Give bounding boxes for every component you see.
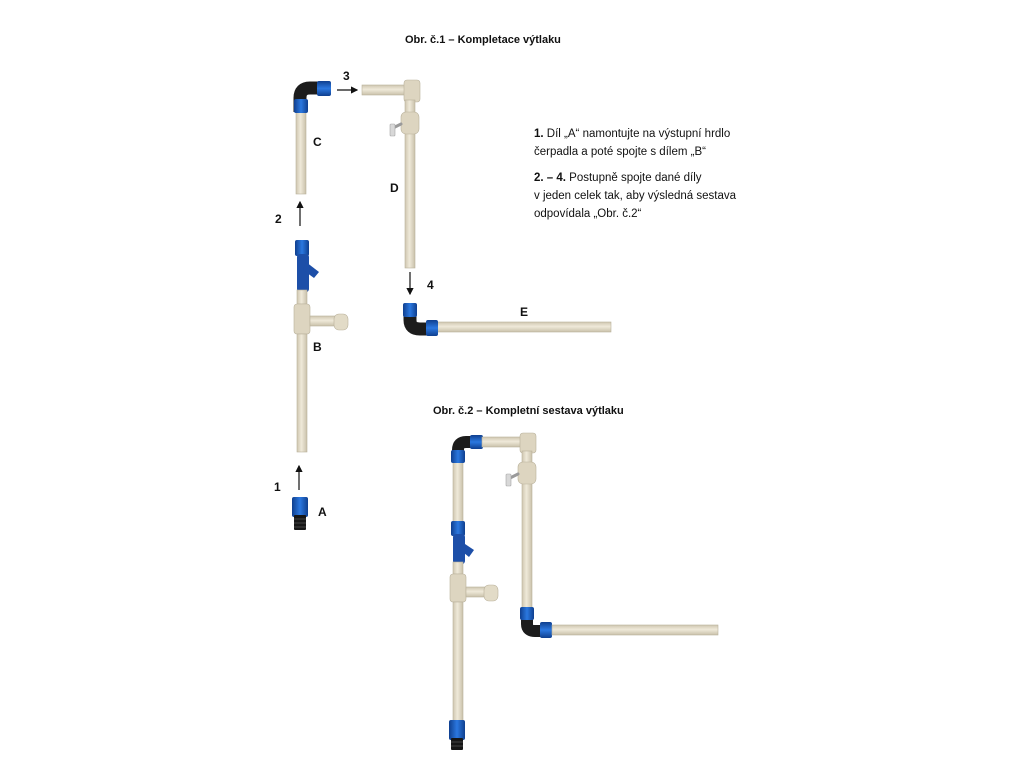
instruction-step-1: [534, 125, 730, 161]
label-step-4: 4: [427, 278, 434, 292]
instruction-step-2-line-3: odpovídala „Obr. č.2“: [534, 208, 642, 220]
label-step-2: 2: [275, 212, 282, 226]
figure2-title: Obr. č.2 – Kompletní sestava výtlaku: [433, 405, 624, 417]
label-part-c: C: [313, 135, 322, 149]
label-part-e: E: [520, 305, 529, 319]
label-step-3: 3: [343, 69, 350, 83]
instruction-step-1-text-1: Díl „A“ namontujte na výstupní hrdlo: [546, 128, 731, 140]
part-e-elbow-pipe: [403, 303, 611, 336]
instruction-step-2-text-1: Postupně spojte dané díly: [569, 172, 702, 184]
instruction-step-1-line-2: čerpadla a poté spojte s dílem „B“: [534, 146, 706, 158]
label-step-1: 1: [274, 480, 281, 494]
part-d-pipe-with-valve: [362, 80, 420, 268]
instruction-step-2-4: [534, 169, 736, 223]
figure1-title: Obr. č.1 – Kompletace výtlaku: [405, 34, 561, 46]
label-part-b: B: [313, 340, 322, 354]
instruction-step-1-line-1: [534, 125, 730, 143]
part-a-adapter: [292, 497, 308, 530]
instruction-step-2-number: 2. – 4.: [534, 172, 566, 184]
instruction-step-2-line-2: v jeden celek tak, aby výsledná sestava: [534, 190, 737, 202]
complete-assembly: [449, 433, 718, 750]
label-part-a: A: [318, 505, 327, 519]
instruction-step-1-number: 1.: [534, 128, 544, 140]
instruction-step-2-line-1: [534, 169, 736, 187]
label-part-d: D: [390, 181, 399, 195]
